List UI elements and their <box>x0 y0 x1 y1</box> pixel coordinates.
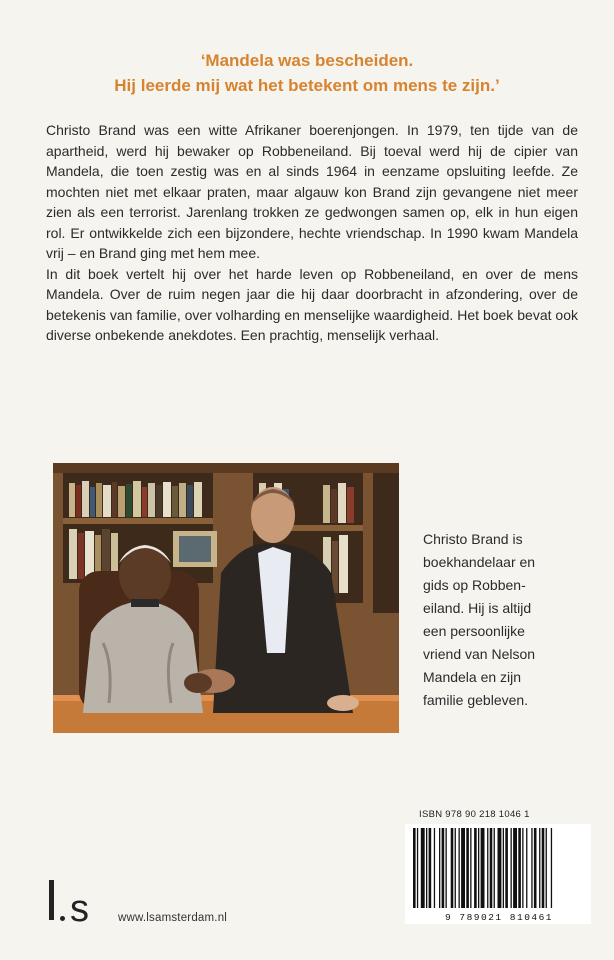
barcode-bar <box>455 828 456 908</box>
logo-dot <box>60 916 65 921</box>
barcode-bar <box>490 828 493 908</box>
barcode-bar <box>417 828 418 908</box>
barcode-bar <box>461 828 465 908</box>
bio-line: Mandela en zijn <box>423 669 522 685</box>
barcode-bar <box>498 828 502 908</box>
publisher-logo <box>46 880 108 932</box>
barcode-bar <box>513 828 517 908</box>
bio-line: boekhandelaar en <box>423 554 536 570</box>
bio-line: familie gebleven. <box>423 692 529 708</box>
barcode-bar <box>481 828 485 908</box>
barcode-bars <box>405 824 591 912</box>
barcode-bar <box>531 828 532 908</box>
author-photo <box>53 463 399 733</box>
bio-line: gids op Robben- <box>423 577 526 593</box>
barcode-bar <box>442 828 445 908</box>
photo-illustration <box>53 463 399 733</box>
bio-line: een persoonlijke <box>423 623 525 639</box>
barcode-digits: 9 789021 810461 <box>407 912 591 924</box>
author-bio <box>423 528 593 712</box>
logo-bar <box>49 880 54 920</box>
bio-line: Christo Brand is <box>423 531 523 547</box>
barcode-bar <box>474 828 477 908</box>
barcode-bar <box>534 828 537 908</box>
barcode-bar <box>459 828 460 908</box>
quote-line-1: ‘Mandela was bescheiden. <box>200 51 414 70</box>
barcode-bar <box>526 828 527 908</box>
barcode-bar <box>429 828 432 908</box>
barcode-bar <box>413 828 416 908</box>
barcode-bar <box>503 828 504 908</box>
barcode-bar <box>478 828 479 908</box>
bio-line: eiland. Hij is altijd <box>423 600 532 616</box>
barcode-bar <box>487 828 488 908</box>
barcode-bar <box>494 828 495 908</box>
book-description <box>46 120 578 346</box>
bio-line: vriend van Nelson <box>423 646 536 662</box>
barcode-bar <box>439 828 440 908</box>
barcode-bar <box>426 828 427 908</box>
barcode-bar <box>551 828 552 908</box>
barcode-bar <box>518 828 521 908</box>
barcode <box>405 824 591 924</box>
barcode-bar <box>446 828 447 908</box>
barcode-bar <box>511 828 512 908</box>
description-paragraph-2: In dit boek vertelt hij over het harde leven op Robbeneiland, en over de mens Mandela. Over de ruim negen jaar die hij daar doorbracht in afzondering, over de betekenis van familie, over volharding en menselijke waardigheid. Het boek bevat ook diverse onbekende anekdotes. Een prachtig, menselijk verhaal. <box>46 265 578 343</box>
logo-letter: s <box>70 888 89 930</box>
quote-line-2: Hij leerde mij wat het betekent om mens te zijn.’ <box>114 76 500 95</box>
barcode-bar <box>451 828 454 908</box>
barcode-bar <box>539 828 540 908</box>
barcode-bar <box>466 828 469 908</box>
barcode-bar <box>421 828 425 908</box>
barcode-bar <box>470 828 471 908</box>
barcode-bar <box>546 828 547 908</box>
isbn-label: ISBN 978 90 218 1046 1 <box>419 809 530 820</box>
publisher-website[interactable]: www.lsamsterdam.nl <box>118 912 228 924</box>
barcode-bar <box>522 828 523 908</box>
barcode-bar <box>505 828 508 908</box>
barcode-bar <box>434 828 435 908</box>
description-paragraph-1: Christo Brand was een witte Afrikaner boerenjongen. In 1979, ten tijde van de apartheid, werd hij bewaker op Robbeneiland. Bij toeval werd hij de cipier van Mandela, die toen zestig was en al sinds 1964 in eenzame opsluiting leefde. Ze mochten niet met elkaar praten, maar algauw kon Brand zijn gevangene niet meer zien als een terrorist. Jarenlang trokken ze gedwongen samen op, elk in hun eigen rol. Er ontwikkelde zich een bijzondere, hechte vriendschap. In 1990 kwam Mandela vrij – en Brand ging met hem mee. <box>46 122 578 261</box>
barcode-bar <box>542 828 545 908</box>
cover-quote <box>0 48 614 98</box>
